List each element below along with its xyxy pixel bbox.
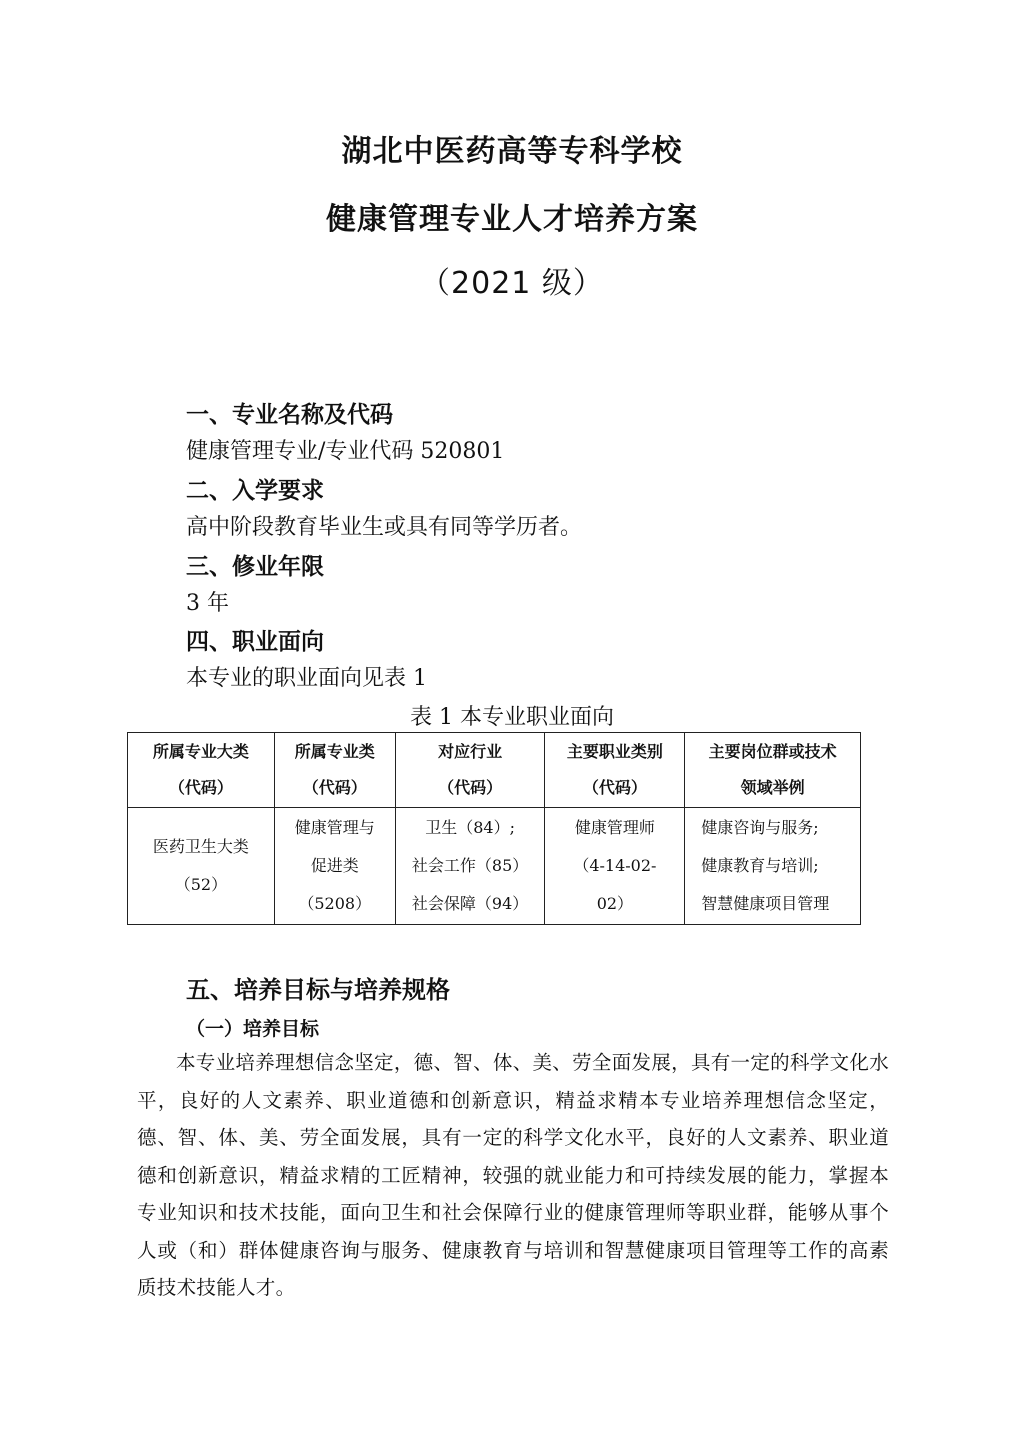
- table-header-row: [128, 733, 861, 808]
- table-cell: 卫生（84）; 社会工作（85） 社会保障（94）: [395, 808, 545, 925]
- plan-title: 健康管理专业人才培养方案: [326, 202, 698, 237]
- occupation-table: [127, 732, 861, 925]
- objective-paragraph: 本专业培养理想信念坚定，德、智、体、美、劳全面发展，具有一定的科学文化水平，良好的人文素养、职业道德和创新意识，精益求精本专业培养理想信念坚定，德、智、体、美、劳全面发展，具有一定的科学文化水平，良好的人文素养、职业道德和创新意识，精益求精的工匠精神，较强的就业能力和可持续发展的能力，掌握本专业知识和技术技能，面向卫生和社会保障行业的健康管理师等职业群，能够从事个人或（和）群体健康咨询与服务、健康教育与培训和智慧健康项目管理等工作的高素质技术技能人才。: [137, 1051, 889, 1299]
- table-cell: 健康管理与 促进类 （5208）: [274, 808, 395, 925]
- year-title: （2021 级）: [420, 266, 604, 301]
- header-cell: 对应行业 （代码）: [395, 733, 545, 808]
- table-cell: 健康管理师 （4-14-02- 02）: [545, 808, 685, 925]
- section-1-text: 健康管理专业/专业代码 520801: [186, 439, 505, 464]
- section-2-text: 高中阶段教育毕业生或具有同等学历者。: [186, 515, 583, 540]
- table-cell: 健康咨询与服务; 健康教育与培训; 智慧健康项目管理: [685, 808, 861, 925]
- section-4-text: 本专业的职业面向见表 1: [186, 666, 427, 691]
- table-cell: 医药卫生大类 （52）: [128, 808, 275, 925]
- section-4-heading: 四、职业面向: [186, 629, 324, 655]
- school-title: 湖北中医药高等专科学校: [341, 134, 683, 169]
- header-cell: 主要职业类别 （代码）: [545, 733, 685, 808]
- section-5-heading: 五、培养目标与培养规格: [186, 976, 450, 1004]
- section-3-text: 3 年: [186, 591, 229, 616]
- header-cell: 所属专业大类 （代码）: [128, 733, 275, 808]
- section-1-heading: 一、专业名称及代码: [186, 402, 393, 428]
- header-cell: 主要岗位群或技术 领域举例: [685, 733, 861, 808]
- table-row: [128, 808, 861, 925]
- section-3-heading: 三、修业年限: [186, 554, 324, 580]
- header-cell: 所属专业类 （代码）: [274, 733, 395, 808]
- table-caption: 表 1 本专业职业面向: [410, 705, 614, 730]
- section-2-heading: 二、入学要求: [186, 478, 324, 504]
- subsection-heading: （一）培养目标: [186, 1018, 320, 1040]
